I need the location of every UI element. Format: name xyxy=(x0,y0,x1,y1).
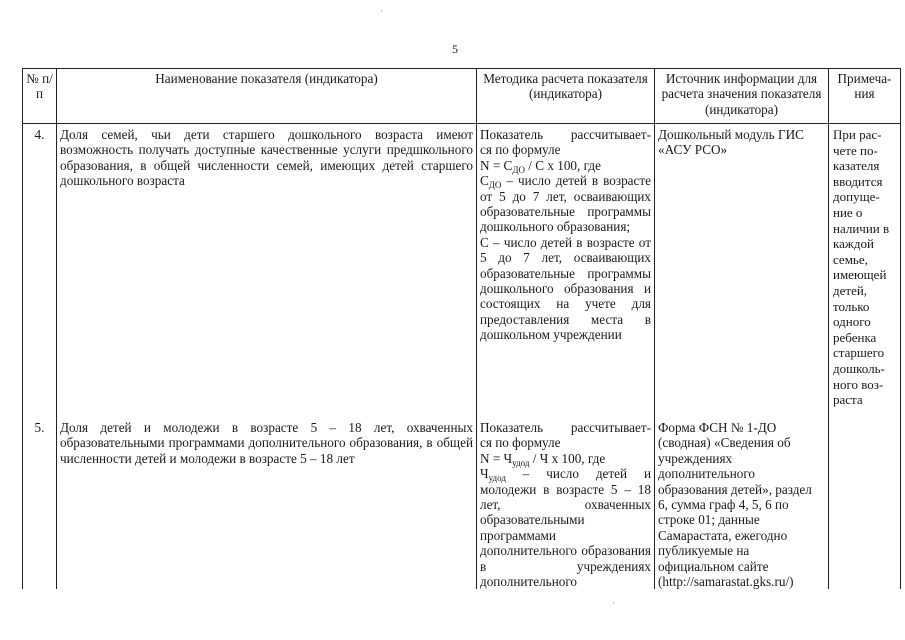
formula-tail: / Ч х 100, где xyxy=(529,450,606,466)
note-line: ние о xyxy=(833,204,863,220)
definition-text: – число детей и молодежи в возрасте 5 – 18 лет, охваченных образовательными программами дополнительного образования в учреждениях дополнительного xyxy=(480,466,651,590)
indicator-name: Доля детей и молодежи в возрасте 5 – 18 лет, охваченных образовательными программами дополнительного образования, в общей численности детей и молодежи в возрасте 5 – 18 лет xyxy=(57,416,477,589)
information-source: Форма ФСН № 1-ДО (сводная) «Сведения об учреждениях дополнительного образования детей», раздел 6, сумма граф 4, 5, 6 по строке 01; данные Самарастата, ежегодно публикуемые на официальном сайте (http://samarastat.gks.ru/) xyxy=(655,416,829,589)
information-source: Дошкольный модуль ГИС «АСУ РСО» xyxy=(655,124,829,417)
note-line: раста xyxy=(833,392,863,408)
note-line: допуще- xyxy=(833,189,880,205)
method-intro: Показатель рассчитывает- xyxy=(480,420,651,435)
row-number: 4. xyxy=(23,124,57,417)
method-intro-cont: ся по формуле xyxy=(480,142,561,158)
formula-subscript: ДО xyxy=(512,164,525,175)
formula-subscript: удод xyxy=(512,457,530,468)
header-method: Методика расчета показателя (индикатора) xyxy=(477,69,655,124)
note-line: каждой xyxy=(833,236,874,252)
indicators-table xyxy=(22,68,901,589)
formula xyxy=(480,158,651,173)
page-number: 5 xyxy=(452,42,458,56)
note-line: чете по- xyxy=(833,142,878,158)
note-line: только xyxy=(833,298,870,314)
header-source: Источник информации для расчета значения показателя (индикатора) xyxy=(655,69,829,124)
scan-speck: · xyxy=(380,6,383,16)
header-num: № п/п xyxy=(23,69,57,124)
indicator-name: Доля семей, чьи дети старшего дошкольного возраста имеют возможность получать доступные качественные услуги предшкольного образования, в общей численности семей, имеющих детей старшего дошкольного возраста xyxy=(57,124,477,417)
definition-subscript: ДО xyxy=(488,180,502,191)
definition-text: – число детей в возрасте от 5 до 7 лет, осваивающих образовательные программы дошкольного образования; xyxy=(480,173,651,235)
formula-tail: / С х 100, где xyxy=(525,157,601,173)
scan-speck: · xyxy=(612,598,615,608)
table-row xyxy=(23,124,901,417)
note-line: наличии в xyxy=(833,220,890,236)
header-note: Примеча-ния xyxy=(829,69,901,124)
note-line: ребенка xyxy=(833,329,877,345)
note-cell xyxy=(829,124,901,417)
formula-text: N = С xyxy=(480,157,513,173)
definition-2: С – число детей в возрасте от 5 до 7 лет, осваивающих образовательные программы дошкольного образования и состоящих на учете для предоставления места в дошкольном учреждении xyxy=(480,234,651,343)
definition-1 xyxy=(480,466,651,589)
formula-text: N = Ч xyxy=(480,450,513,466)
note-line: казателя xyxy=(833,158,880,174)
note-line: вводится xyxy=(833,173,883,189)
note-line: имеющей xyxy=(833,267,887,283)
method-intro: Показатель рассчитывает- xyxy=(480,127,651,142)
note-line: семье, xyxy=(833,251,868,267)
definition-1 xyxy=(480,173,651,235)
row-number: 5. xyxy=(23,416,57,589)
note-line: ного воз- xyxy=(833,376,884,392)
table-header-row xyxy=(23,69,901,124)
note-line: При рас- xyxy=(833,127,882,142)
method-intro-cont: ся по формуле xyxy=(480,435,561,451)
table-row xyxy=(23,416,901,589)
formula xyxy=(480,451,651,466)
header-name: Наименование показателя (индикатора) xyxy=(57,69,477,124)
note-cell xyxy=(829,416,901,589)
note-line: детей, xyxy=(833,282,868,298)
note-line: дошколь- xyxy=(833,360,885,376)
calculation-method xyxy=(477,124,655,417)
definition-variable: Ч xyxy=(480,466,489,482)
note-line: одного xyxy=(833,314,871,330)
definition-subscript: удод xyxy=(488,473,506,484)
definition-variable: С xyxy=(480,173,489,189)
calculation-method xyxy=(477,416,655,589)
note-line: старшего xyxy=(833,345,885,361)
